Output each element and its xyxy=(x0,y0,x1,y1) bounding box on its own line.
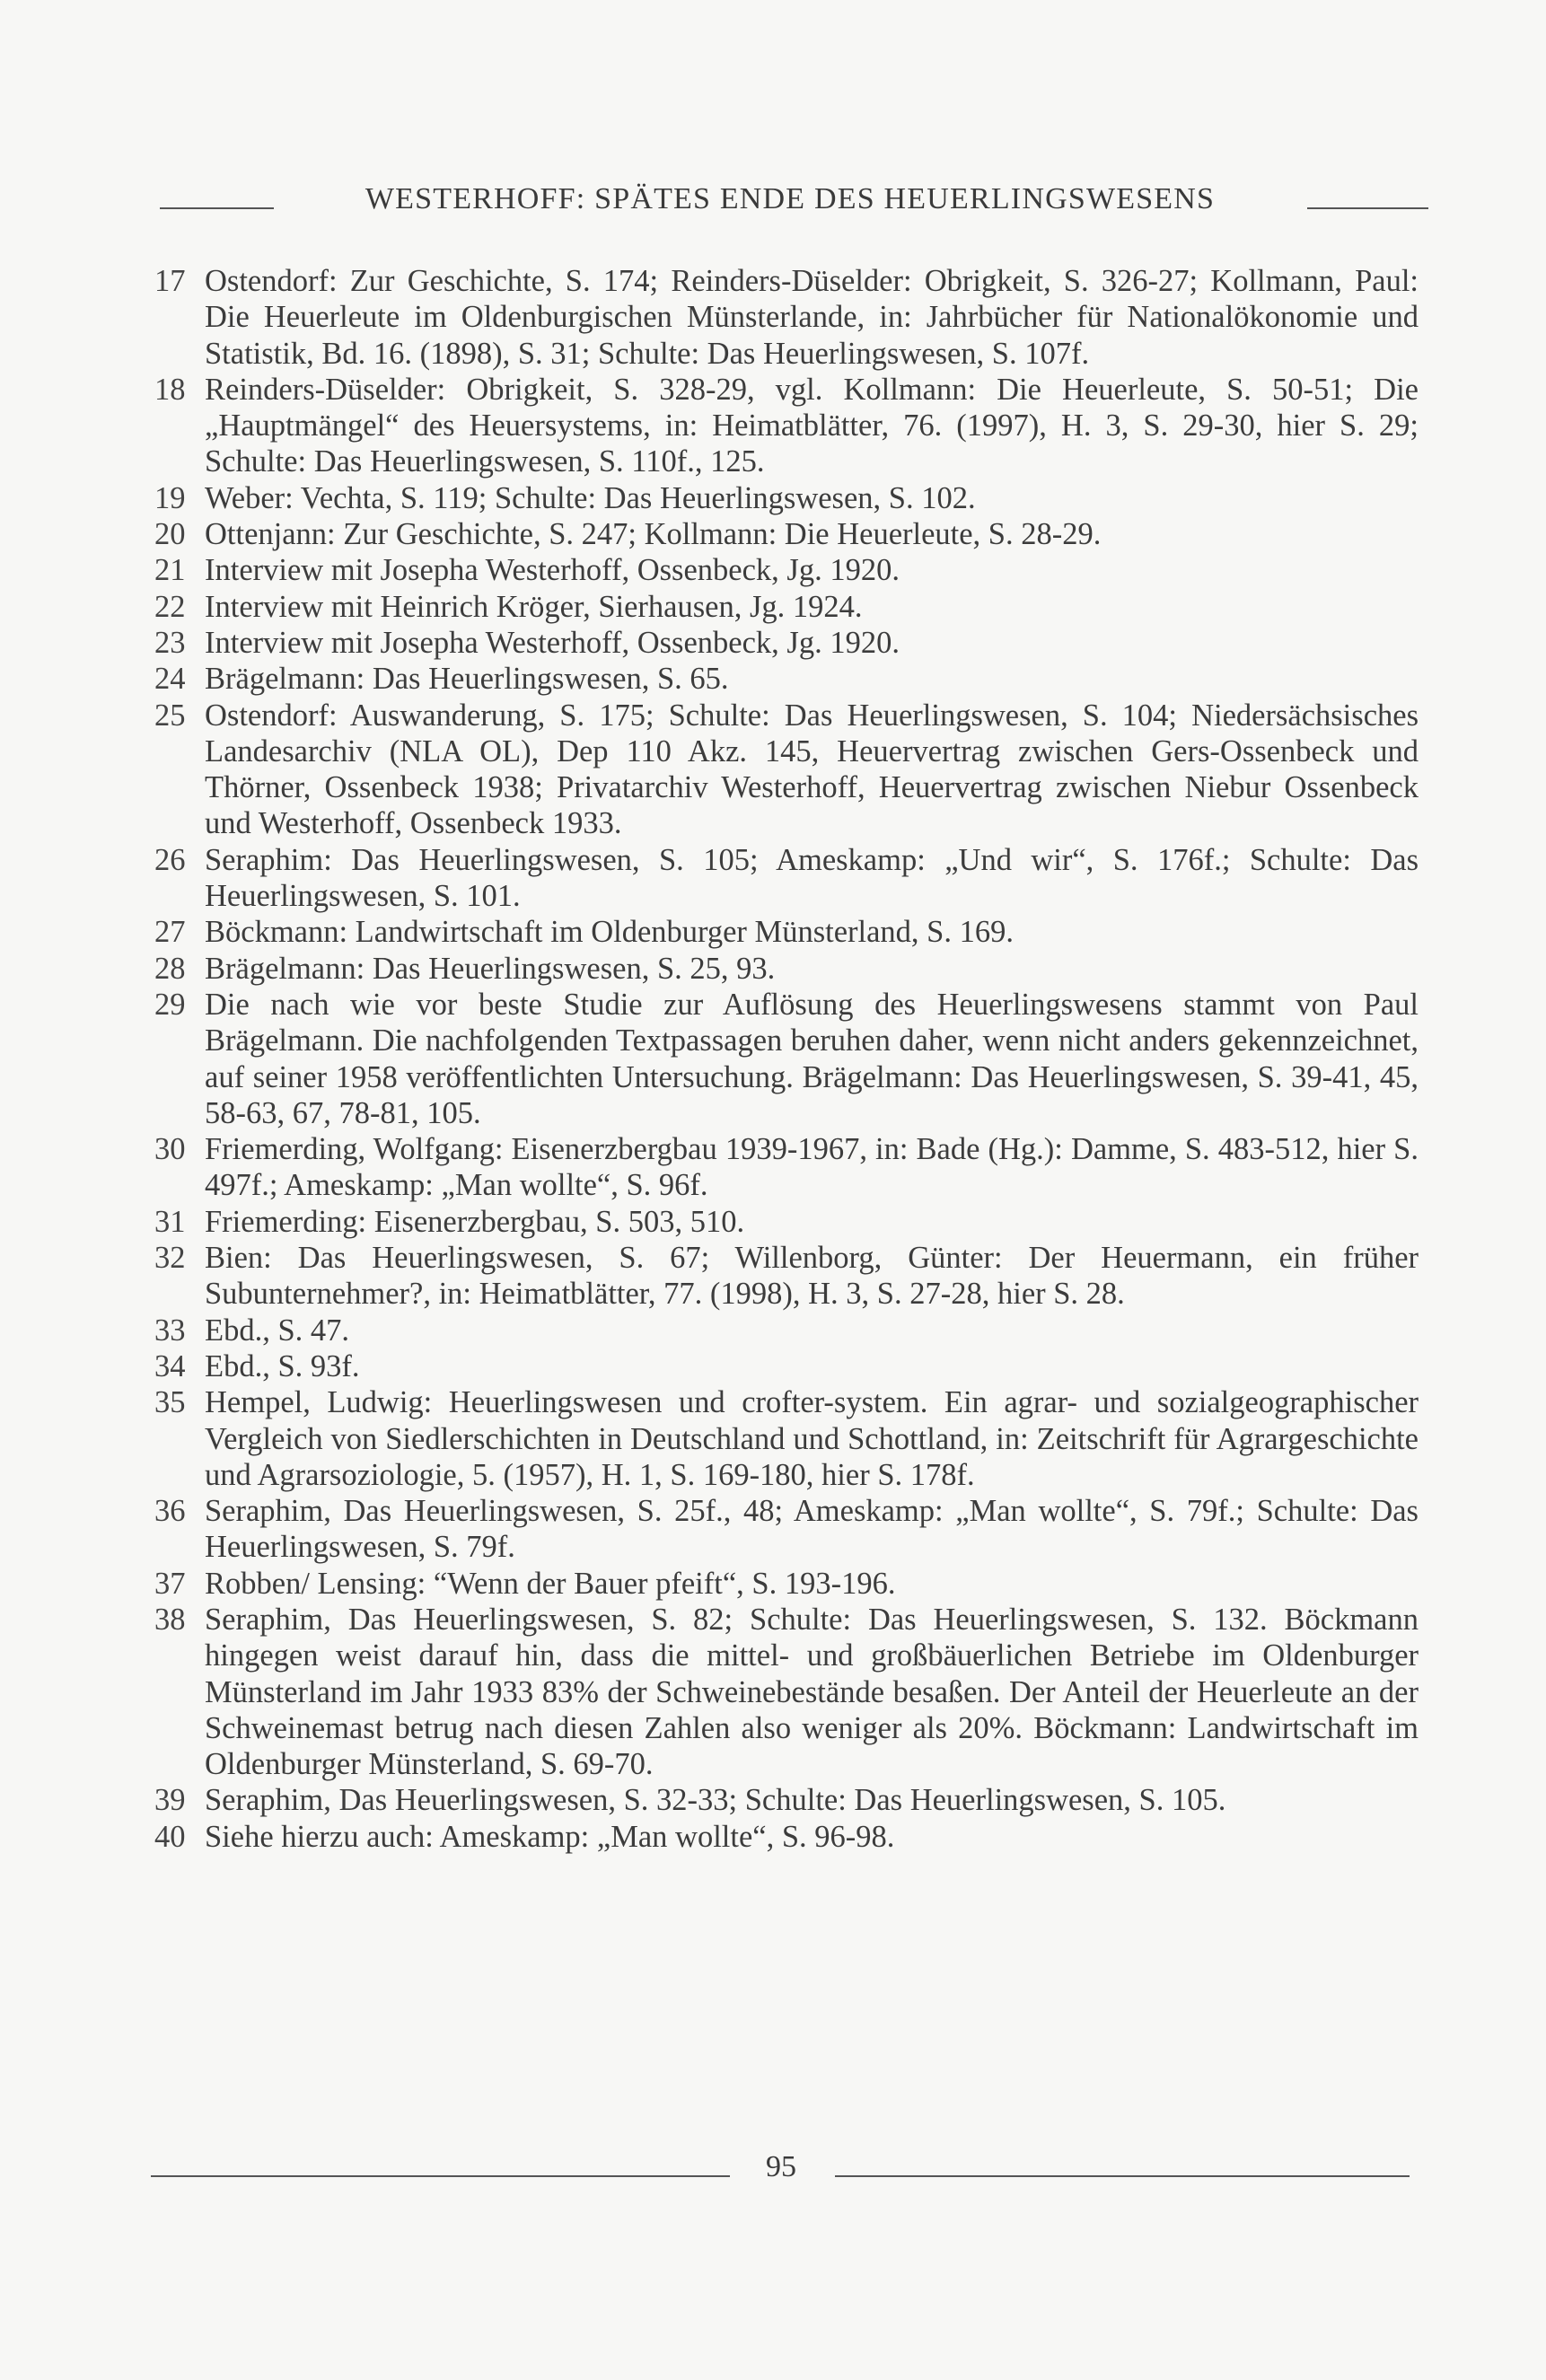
footnote-text: Böckmann: Landwirtschaft im Oldenburger Münsterland, S. 169. xyxy=(205,915,1014,950)
footnote-text: Hempel, Ludwig: Heuerlingswesen und crofter-system. Ein agrar- und sozialgeographischer Vergleich von Siedlerschichten in Deutschland und Schottland, in: Zeitschrift für Agrargeschichte und Agrarsoziologie, 5. (1957), H. 1, S. 169-180, hier S. 178f. xyxy=(205,1385,1419,1492)
footnote-number: 23 xyxy=(154,625,186,660)
footnote-text: Seraphim, Das Heuerlingswesen, S. 82; Schulte: Das Heuerlingswesen, S. 132. Böckmann hingegen weist darauf hin, dass die mittel- und großbäuerlichen Betriebe im Oldenburger Münsterland im Jahr 1933 83% der Schweinebestände besaßen. Der Anteil der Heuerleute an der Schweinemast betrug nach diesen Zahlen also weniger als 20%. Böckmann: Landwirtschaft im Oldenburger Münsterland, S. 69-70. xyxy=(205,1602,1419,1782)
footnote-item xyxy=(0,1782,1419,1818)
footnote-item xyxy=(0,263,1419,372)
footnote-text: Interview mit Josepha Westerhoff, Ossenbeck, Jg. 1920. xyxy=(205,553,900,588)
footnote-item xyxy=(0,698,1419,842)
footnote-number: 30 xyxy=(154,1132,186,1167)
footnote-item xyxy=(0,625,1419,661)
footnote-item xyxy=(0,1348,1419,1384)
footnotes-list xyxy=(0,263,1546,1855)
footnote-number: 20 xyxy=(154,517,186,552)
footnote-number: 22 xyxy=(154,589,186,624)
footnote-text: Siehe hierzu auch: Ameskamp: „Man wollte“, S. 96-98. xyxy=(205,1819,895,1854)
footnote-text: Ebd., S. 47. xyxy=(205,1313,350,1348)
page-number: 95 xyxy=(766,2150,796,2183)
footnote-item xyxy=(0,516,1419,552)
footnote-text: Friemerding: Eisenerzbergbau, S. 503, 510. xyxy=(205,1204,745,1239)
footnote-number: 35 xyxy=(154,1385,186,1420)
footnote-text: Bien: Das Heuerlingswesen, S. 67; Willenborg, Günter: Der Heuermann, ein früher Subunternehmer?, in: Heimatblätter, 77. (1998), H. 3, S. 27-28, hier S. 28. xyxy=(205,1241,1419,1312)
footnote-number: 21 xyxy=(154,553,186,588)
footnote-number: 32 xyxy=(154,1241,186,1276)
footnote-text: Ostendorf: Auswanderung, S. 175; Schulte: Das Heuerlingswesen, S. 104; Niedersächsisches Landesarchiv (NLA OL), Dep 110 Akz. 145, Heuervertrag zwischen Gers-Ossenbeck und Thörner, Ossenbeck 1938; Privatarchiv Westerhoff, Heuervertrag zwischen Niebur Ossenbeck und Westerhoff, Ossenbeck 1933. xyxy=(205,698,1419,841)
footnote-number: 24 xyxy=(154,662,186,697)
footnote-text: Interview mit Heinrich Kröger, Sierhausen, Jg. 1924. xyxy=(205,589,863,624)
footnote-item xyxy=(0,1602,1419,1782)
footnote-item xyxy=(0,589,1419,625)
footnote-item xyxy=(0,1204,1419,1240)
header-rule-left xyxy=(160,207,274,209)
footnote-item xyxy=(0,987,1419,1131)
footnote-text: Seraphim, Das Heuerlingswesen, S. 32-33; Schulte: Das Heuerlingswesen, S. 105. xyxy=(205,1783,1226,1818)
footnote-item xyxy=(0,552,1419,588)
footnote-item xyxy=(0,914,1419,950)
footnote-number: 37 xyxy=(154,1566,186,1601)
footnote-number: 40 xyxy=(154,1819,186,1854)
footnote-number: 34 xyxy=(154,1348,186,1383)
footnote-text: Reinders-Düselder: Obrigkeit, S. 328-29, vgl. Kollmann: Die Heuerleute, S. 50-51; Die „Hauptmängel“ des Heuersystems, in: Heimatblätter, 76. (1997), H. 3, S. 29-30, hier S. 29; Schulte: Das Heuerlingswesen, S. 110f., 125. xyxy=(205,372,1419,479)
footnote-number: 17 xyxy=(154,264,186,298)
footnote-text: Ottenjann: Zur Geschichte, S. 247; Kollmann: Die Heuerleute, S. 28-29. xyxy=(205,517,1102,552)
footnote-number: 26 xyxy=(154,842,186,877)
footnote-number: 28 xyxy=(154,951,186,986)
footnote-item xyxy=(0,1819,1419,1855)
footnote-text: Seraphim, Das Heuerlingswesen, S. 25f., 48; Ameskamp: „Man wollte“, S. 79f.; Schulte: Das Heuerlingswesen, S. 79f. xyxy=(205,1494,1419,1565)
footnote-number: 19 xyxy=(154,480,186,515)
footnote-item xyxy=(0,1131,1419,1204)
footnote-number: 38 xyxy=(154,1602,186,1637)
footnote-item xyxy=(0,1384,1419,1493)
footnote-item xyxy=(0,1493,1419,1566)
footnote-text: Seraphim: Das Heuerlingswesen, S. 105; Ameskamp: „Und wir“, S. 176f.; Schulte: Das Heuerlingswesen, S. 101. xyxy=(205,842,1419,914)
footnote-number: 33 xyxy=(154,1313,186,1348)
footer-rule-left xyxy=(151,2175,730,2177)
running-header xyxy=(0,182,1546,236)
footnote-text: Interview mit Josepha Westerhoff, Ossenbeck, Jg. 1920. xyxy=(205,625,900,660)
footnote-text: Friemerding, Wolfgang: Eisenerzbergbau 1939-1967, in: Bade (Hg.): Damme, S. 483-512, hier S. 497f.; Ameskamp: „Man wollte“, S. 96f. xyxy=(205,1132,1419,1203)
footnote-item xyxy=(0,951,1419,987)
footnote-item xyxy=(0,1566,1419,1602)
footnote-item xyxy=(0,842,1419,915)
footnote-number: 27 xyxy=(154,915,186,950)
running-header-title: WESTERHOFF: SPÄTES ENDE DES HEUERLINGSWESENS xyxy=(365,182,1216,215)
footnote-number: 39 xyxy=(154,1783,186,1818)
page-footer xyxy=(0,2150,1546,2204)
footnote-text: Brägelmann: Das Heuerlingswesen, S. 65. xyxy=(205,662,729,697)
footnote-text: Ostendorf: Zur Geschichte, S. 174; Reinders-Düselder: Obrigkeit, S. 326-27; Kollmann, Paul: Die Heuerleute im Oldenburgischen Münsterlande, in: Jahrbücher für Nationalökonomie und Statistik, Bd. 16. (1898), S. 31; Schulte: Das Heuerlingswesen, S. 107f. xyxy=(205,264,1419,371)
footnote-text: Weber: Vechta, S. 119; Schulte: Das Heuerlingswesen, S. 102. xyxy=(205,480,976,515)
footnote-item xyxy=(0,661,1419,697)
footnote-item xyxy=(0,480,1419,516)
footnote-number: 18 xyxy=(154,372,186,407)
footnote-text: Die nach wie vor beste Studie zur Auflösung des Heuerlingswesens stammt von Paul Brägelmann. Die nachfolgenden Textpassagen beruhen daher, wenn nicht anders gekennzeichnet, auf seiner 1958 veröffentlichten Untersuchung. Brägelmann: Das Heuerlingswesen, S. 39-41, 45, 58-63, 67, 78-81, 105. xyxy=(205,987,1419,1130)
footnote-item xyxy=(0,1313,1419,1348)
footnote-text: Ebd., S. 93f. xyxy=(205,1348,360,1383)
header-rule-right xyxy=(1307,207,1428,209)
footnote-item xyxy=(0,372,1419,480)
footnote-number: 25 xyxy=(154,698,186,733)
footer-rule-right xyxy=(835,2175,1410,2177)
footnote-number: 31 xyxy=(154,1204,186,1239)
footnote-item xyxy=(0,1240,1419,1313)
footnote-number: 29 xyxy=(154,987,186,1022)
footnote-number: 36 xyxy=(154,1494,186,1529)
footnote-text: Robben/ Lensing: “Wenn der Bauer pfeift“, S. 193-196. xyxy=(205,1566,896,1601)
footnote-text: Brägelmann: Das Heuerlingswesen, S. 25, 93. xyxy=(205,951,776,986)
